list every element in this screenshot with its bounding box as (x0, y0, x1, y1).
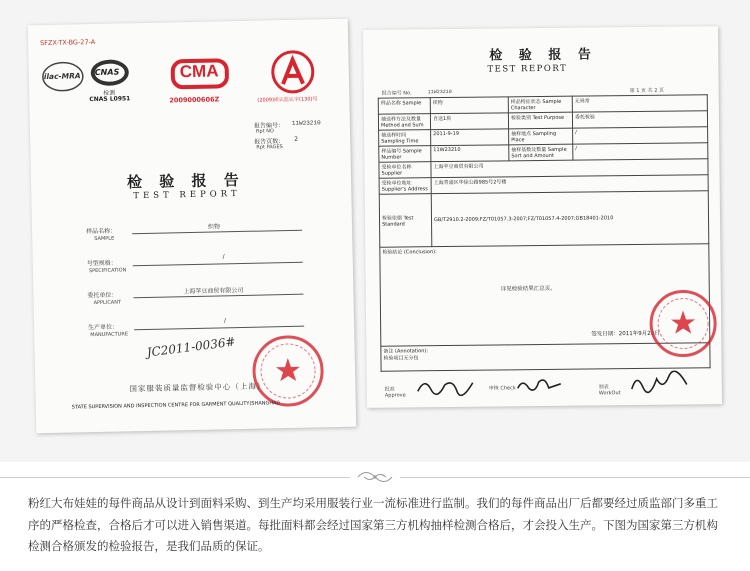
rpt-no-label: 报告编号： (253, 122, 285, 130)
rpt-pages-en: Rpt PAGES (256, 144, 283, 151)
description-text: 粉红大布娃娃的每件商品从设计到面料采购、到生产均采用服装行业一流标准进行监制。我们的每件商品出厂后都要经过质监部门多重工序的严格检查，合格后才可以进入销售渠道。每批面料都会经过国家第三方机构抽样检测合格后，才会投入生产。下图为国家第三方机构检测合格颁发的检验报告，是我们品质的保证。 (28, 496, 718, 553)
row-label: 抽送样方法及数量 Method and Sum (378, 114, 430, 131)
address-label: 受检单位地址 Supplier's Address (379, 178, 431, 195)
conclusion-label: 检验结论 (Conclusion): (382, 249, 437, 256)
cover-title-cn: 检 验 报 告 (126, 170, 245, 192)
supplier-label: 受检单位名称 Supplier (379, 162, 431, 179)
report-detail-page (363, 26, 722, 408)
cma-number: 2009000606Z (169, 95, 220, 105)
applicant-value: 上海苹豆商贸有限公司 (183, 286, 244, 296)
spec-line (133, 262, 303, 267)
center-name-cn: 国家服装质量监督检验中心（上海） (129, 381, 266, 394)
divider-ornament (350, 466, 400, 488)
standard-label: 检验依据 Test Standard (379, 194, 432, 248)
applicant-label-en: APPLICANT (93, 299, 122, 307)
conclusion-value: 详见检验结果汇总页。 (500, 285, 556, 293)
row-value: 委托检验 (572, 111, 707, 128)
maker-label-cn: 生产单位： (88, 323, 119, 332)
row-label: 抽送样时间 Sampling Time (379, 130, 431, 147)
detail-title-cn: 检 验 报 告 (489, 47, 597, 64)
rpt-no-value: 11W23210 (291, 119, 321, 127)
cma-text: CMA (179, 61, 219, 82)
handwritten-number: JC2011-0036# (146, 334, 237, 360)
report-no-label: 报告编号 No. (381, 90, 412, 97)
detail-red-stamp (648, 288, 719, 363)
row-value: 无异常 (572, 95, 707, 112)
row-label: 样品特征状态 Sample Character (508, 96, 572, 113)
row-label: 样品编号 Sample Number (379, 146, 431, 163)
applicant-label-cn: 委托单位： (87, 291, 118, 300)
rpt-pages-label: 报告页数： (254, 138, 285, 146)
ilac-text: ilac-MRA (43, 71, 81, 82)
detail-title-en: TEST REPORT (487, 63, 568, 75)
workout-label: 制表 WorkOut (598, 384, 621, 397)
approve-label: 批准 Approve (384, 386, 406, 399)
maker-label-en: MANUFACTURE (90, 331, 129, 339)
spec-label-en: SPECIFICATION (88, 267, 127, 275)
cover-title-en: TEST REPORT (133, 188, 241, 202)
row-value: 织物 (430, 97, 508, 114)
report-code: SFZX-TX-BG-27-A (40, 37, 96, 48)
cal-note: (2009)质认监认字(130)号 (257, 96, 318, 104)
row-label: 抽样基数及数量 Sample Sort and Amount (509, 144, 573, 161)
annotation-label: 备注 (Annotation): (383, 348, 429, 355)
spec-value: / (222, 253, 225, 261)
check-label: 审核 Check (488, 385, 516, 392)
row-value: / (573, 143, 708, 160)
row-value: 11W23210 (431, 145, 509, 162)
maker-value: / (223, 317, 227, 325)
workout-signature (629, 370, 689, 395)
row-label: 抽样地点 Sampling Place (509, 128, 573, 145)
check-signature (515, 374, 565, 397)
rpt-no-en: Rpt NO (255, 128, 274, 135)
cal-logo (257, 49, 321, 106)
row-label: 样品名称 Sample (378, 98, 430, 115)
maker-line (134, 326, 304, 331)
report-cover-page (28, 19, 356, 434)
cnas-logo (88, 57, 131, 106)
sample-value: 织物 (207, 223, 221, 231)
cnas-label: 检测 (103, 89, 116, 97)
approve-signature (415, 375, 475, 398)
supplier-value: 上海苹豆商贸有限公司 (431, 159, 708, 178)
issue-date: 签发日期：2011年9月23日 (591, 330, 660, 338)
standard-value: GB/T2910.2-2009;FZ/T01057.3-2007;FZ/T01057.4-2007;GB18401-2010 (431, 191, 709, 247)
center-name-en: STATE SUPERVISION AND INSPECTION CENTRE FOR GARMENT QUALITY(SHANGHAI) (71, 400, 281, 411)
row-value: 2011-9-19 (431, 129, 509, 146)
sample-label-cn: 样品名称： (86, 227, 117, 236)
table-row (379, 191, 709, 247)
rpt-pages-value: 2 (294, 135, 299, 143)
row-label: 检验类别 Test Purpose (508, 112, 572, 129)
page-info: 第 1 页 共 2 页 (629, 87, 665, 95)
cma-logo (168, 57, 231, 108)
sample-label-en: SAMPLE (94, 235, 115, 243)
annotation-value: 检验项目无分包 (383, 355, 419, 362)
spec-label-cn: 号型规格： (86, 259, 117, 268)
ilac-mra-logo (40, 56, 85, 97)
cnas-text: CNAS (94, 67, 120, 78)
address-value: 上海青浦区华徐公路985号2号楼 (431, 175, 708, 194)
row-value: 自送1块 (430, 113, 508, 130)
report-no-value: 11W23210 (427, 88, 452, 96)
cnas-number: CNAS L0951 (89, 95, 131, 104)
row-value: / (573, 127, 708, 144)
